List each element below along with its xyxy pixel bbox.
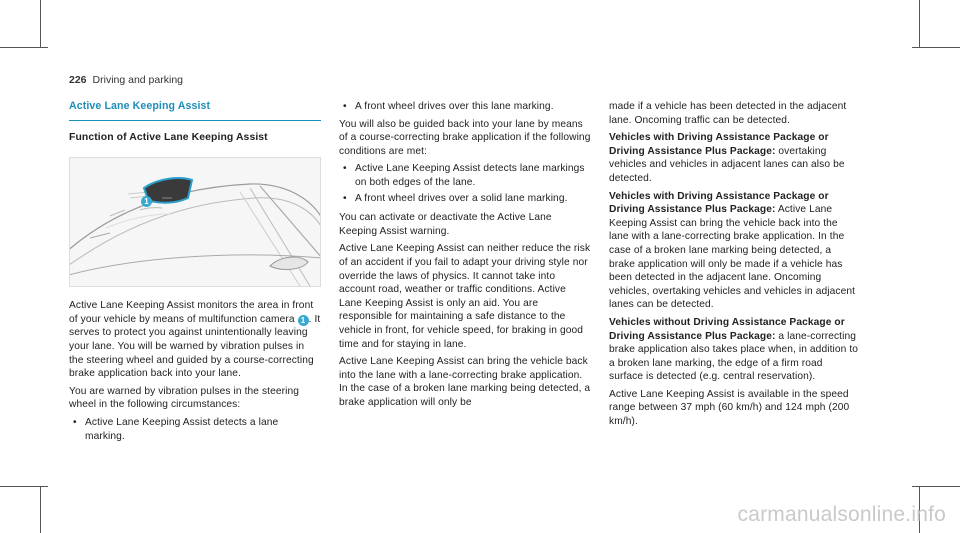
list-item: • A front wheel drives over this lane marking. <box>343 101 554 112</box>
crop-mark <box>912 47 960 48</box>
list-item: • Active Lane Keeping Assist detects lane markings on both edges of the lane. <box>343 163 585 188</box>
crop-mark <box>40 486 41 533</box>
bold-heading: Vehicles with Driving Assistance Package or Driving Assistance Plus Package: <box>609 190 829 216</box>
subsection-title: Function of Active Lane Keeping Assist <box>69 131 268 143</box>
paragraph: Active Lane Keeping Assist is available in the speed range between 37 mph (60 km/h) and 124 mph (200 km/h). <box>609 388 850 428</box>
bullet-icon: • <box>343 192 347 204</box>
crop-mark <box>919 0 920 48</box>
section-title: Active Lane Keeping Assist <box>69 100 321 121</box>
page-header <box>69 74 183 86</box>
crop-mark <box>40 0 41 48</box>
bullet-icon: • <box>343 163 347 175</box>
windshield-figure <box>69 157 321 287</box>
crop-mark <box>912 486 960 487</box>
list-item: • A front wheel drives over a solid lane marking. <box>343 192 568 204</box>
section-name: Driving and parking <box>92 74 183 86</box>
bold-heading: Vehicles with Driving Assistance Package or Driving Assistance Plus Package: <box>609 132 829 157</box>
paragraph: Active Lane Keeping Assist monitors the area in front of your vehicle by means of multifunction camera 1 . It serves to protect you against unintentionally leaving your lane. You will be warned by vibration pulses in the steering wheel and guided by a course-correcting brake application back into your lane. <box>69 300 321 380</box>
bold-heading: Vehicles without Driving Assistance Package or Driving Assistance Plus Package: <box>609 316 845 342</box>
paragraph: Active Lane Keeping Assist can bring the vehicle back into the lane with a lane-correcting brake application. In the case of a broken lane marking being detected, a brake application will only be <box>339 356 591 408</box>
bullet-icon: • <box>73 416 77 428</box>
list-item: • Active Lane Keeping Assist detects a lane marking. <box>73 416 279 442</box>
paragraph: Vehicles without Driving Assistance Package or Driving Assistance Plus Package: a lane-correcting brake application also takes place when, in addition to a broken lane marking, the edge of a firm road surface is detected (e.g. central reservation). <box>609 316 859 383</box>
figure-callout-marker: 1 <box>141 196 152 207</box>
windshield-illustration <box>70 158 320 286</box>
page-number: 226 <box>69 74 87 86</box>
left-column <box>69 100 321 445</box>
paragraph: You can activate or deactivate the Active Lane Keeping Assist warning. <box>339 212 552 237</box>
middle-column <box>339 100 591 413</box>
paragraph: made if a vehicle has been detected in the adjacent lane. Oncoming traffic can be detected. <box>609 101 847 126</box>
right-column <box>609 100 859 433</box>
paragraph: Vehicles with Driving Assistance Package or Driving Assistance Plus Package: Active Lane Keeping Assist can bring the vehicle back into the lane with a lane-correcting brake application. In the case of a broken lane marking being detected, a brake application will only be made if a vehicle has been detected in the adjacent lane. Oncoming vehicles, overtaking vehicles and vehicles in adjacent lanes can be detected. <box>609 190 856 311</box>
paragraph: You will also be guided back into your lane by means of a course-correcting brake application if the following conditions are met: <box>339 118 591 157</box>
callout-marker: 1 <box>298 315 309 326</box>
paragraph: Vehicles with Driving Assistance Package or Driving Assistance Plus Package: overtaking vehicles and vehicles in adjacent lanes can also be detected. <box>609 132 845 184</box>
paragraph: You are warned by vibration pulses in the steering wheel in the following circumstances: <box>69 385 300 411</box>
watermark: carmanualsonline.info <box>737 503 946 526</box>
crop-mark <box>0 486 48 487</box>
bullet-icon: • <box>343 101 347 112</box>
crop-mark <box>0 47 48 48</box>
paragraph: Active Lane Keeping Assist can neither reduce the risk of an accident if you fail to adapt your driving style nor override the laws of physics. It cannot take into account road, weather or traffic conditions. Active Lane Keeping Assist is only an aid. You are responsible for maintaining a safe distance to the vehicle in front, for vehicle speed, for braking in good time and for staying in lane. <box>339 243 591 350</box>
